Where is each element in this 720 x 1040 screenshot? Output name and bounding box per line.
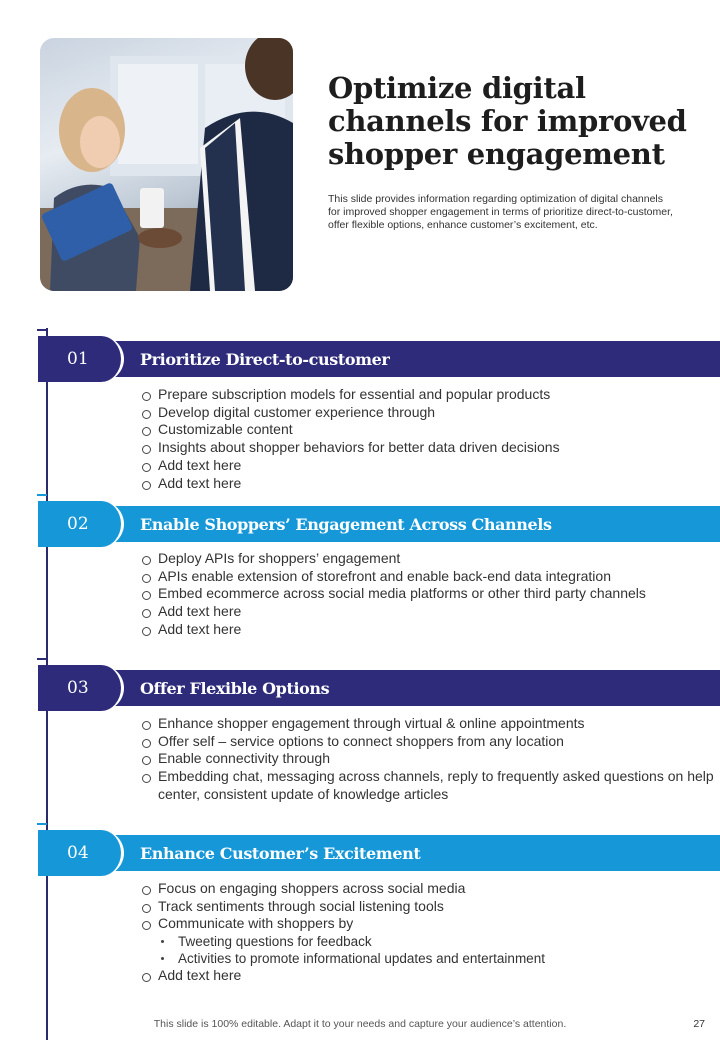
timeline-tick (37, 823, 47, 825)
list-item: Add text here (140, 621, 715, 639)
list-item: Develop digital customer experience through (140, 404, 715, 422)
page-description: This slide provides information regarding optimization of digital channels for improved shopper engagement in terms of prioritize direct-to-customer, offer flexible options, enhance customer’s excitement, etc. (328, 193, 673, 231)
section-title-bar (104, 341, 720, 377)
sub-list-item: Tweeting questions for feedback (158, 933, 715, 950)
section-items (140, 715, 715, 804)
section-title: Prioritize Direct-to-customer (140, 349, 390, 369)
page-number: 27 (693, 1018, 705, 1030)
section-title-bar (104, 835, 720, 871)
hero-photo (40, 38, 293, 291)
footer-note: This slide is 100% editable. Adapt it to your needs and capture your audience’s attention. (153, 1018, 567, 1030)
section-number-tab (38, 501, 124, 547)
list-item: Deploy APIs for shoppers’ engagement (140, 550, 715, 568)
section-title: Offer Flexible Options (140, 678, 330, 698)
timeline-tick (37, 494, 47, 496)
list-item: Enable connectivity through (140, 750, 715, 768)
list-item: Prepare subscription models for essential and popular products (140, 386, 715, 404)
list-item: Add text here (140, 603, 715, 621)
list-item: APIs enable extension of storefront and enable back-end data integration (140, 568, 715, 586)
section-title: Enhance Customer’s Excitement (140, 843, 421, 863)
section-number: 01 (67, 349, 89, 369)
section-items (140, 386, 715, 492)
section-number-tab (38, 830, 124, 876)
list-item: Enhance shopper engagement through virtual & online appointments (140, 715, 715, 733)
section-title-bar (104, 670, 720, 706)
list-item: Track sentiments through social listening tools (140, 898, 715, 916)
list-item: Customizable content (140, 421, 715, 439)
list-item: Embed ecommerce across social media platforms or other third party channels (140, 585, 715, 603)
list-item: Insights about shopper behaviors for better data driven decisions (140, 439, 715, 457)
list-item (140, 915, 715, 967)
timeline-tick (37, 329, 47, 331)
section-items (140, 880, 715, 985)
office-meeting-illustration (40, 38, 293, 291)
page-title: Optimize digital channels for improved shopper engagement (328, 71, 687, 171)
list-item: Add text here (140, 967, 715, 985)
list-item: Embedding chat, messaging across channels, reply to frequently asked questions on help center, consistent update of knowledge articles (140, 768, 715, 803)
list-item: Add text here (140, 457, 715, 475)
section-number: 04 (67, 843, 89, 863)
section-number-tab (38, 336, 124, 382)
section-number-tab (38, 665, 124, 711)
sub-list-item: Activities to promote informational updates and entertainment (158, 950, 715, 967)
timeline-tick (37, 658, 47, 660)
list-item-text: Communicate with shoppers by (158, 915, 354, 932)
section-title-bar (104, 506, 720, 542)
list-item: Offer self – service options to connect shoppers from any location (140, 733, 715, 751)
list-item: Add text here (140, 475, 715, 493)
section-number: 02 (67, 514, 89, 534)
section-title: Enable Shoppers’ Engagement Across Channels (140, 514, 552, 534)
sub-list (158, 933, 715, 967)
section-items (140, 550, 715, 639)
section-number: 03 (67, 678, 89, 698)
list-item: Focus on engaging shoppers across social media (140, 880, 715, 898)
